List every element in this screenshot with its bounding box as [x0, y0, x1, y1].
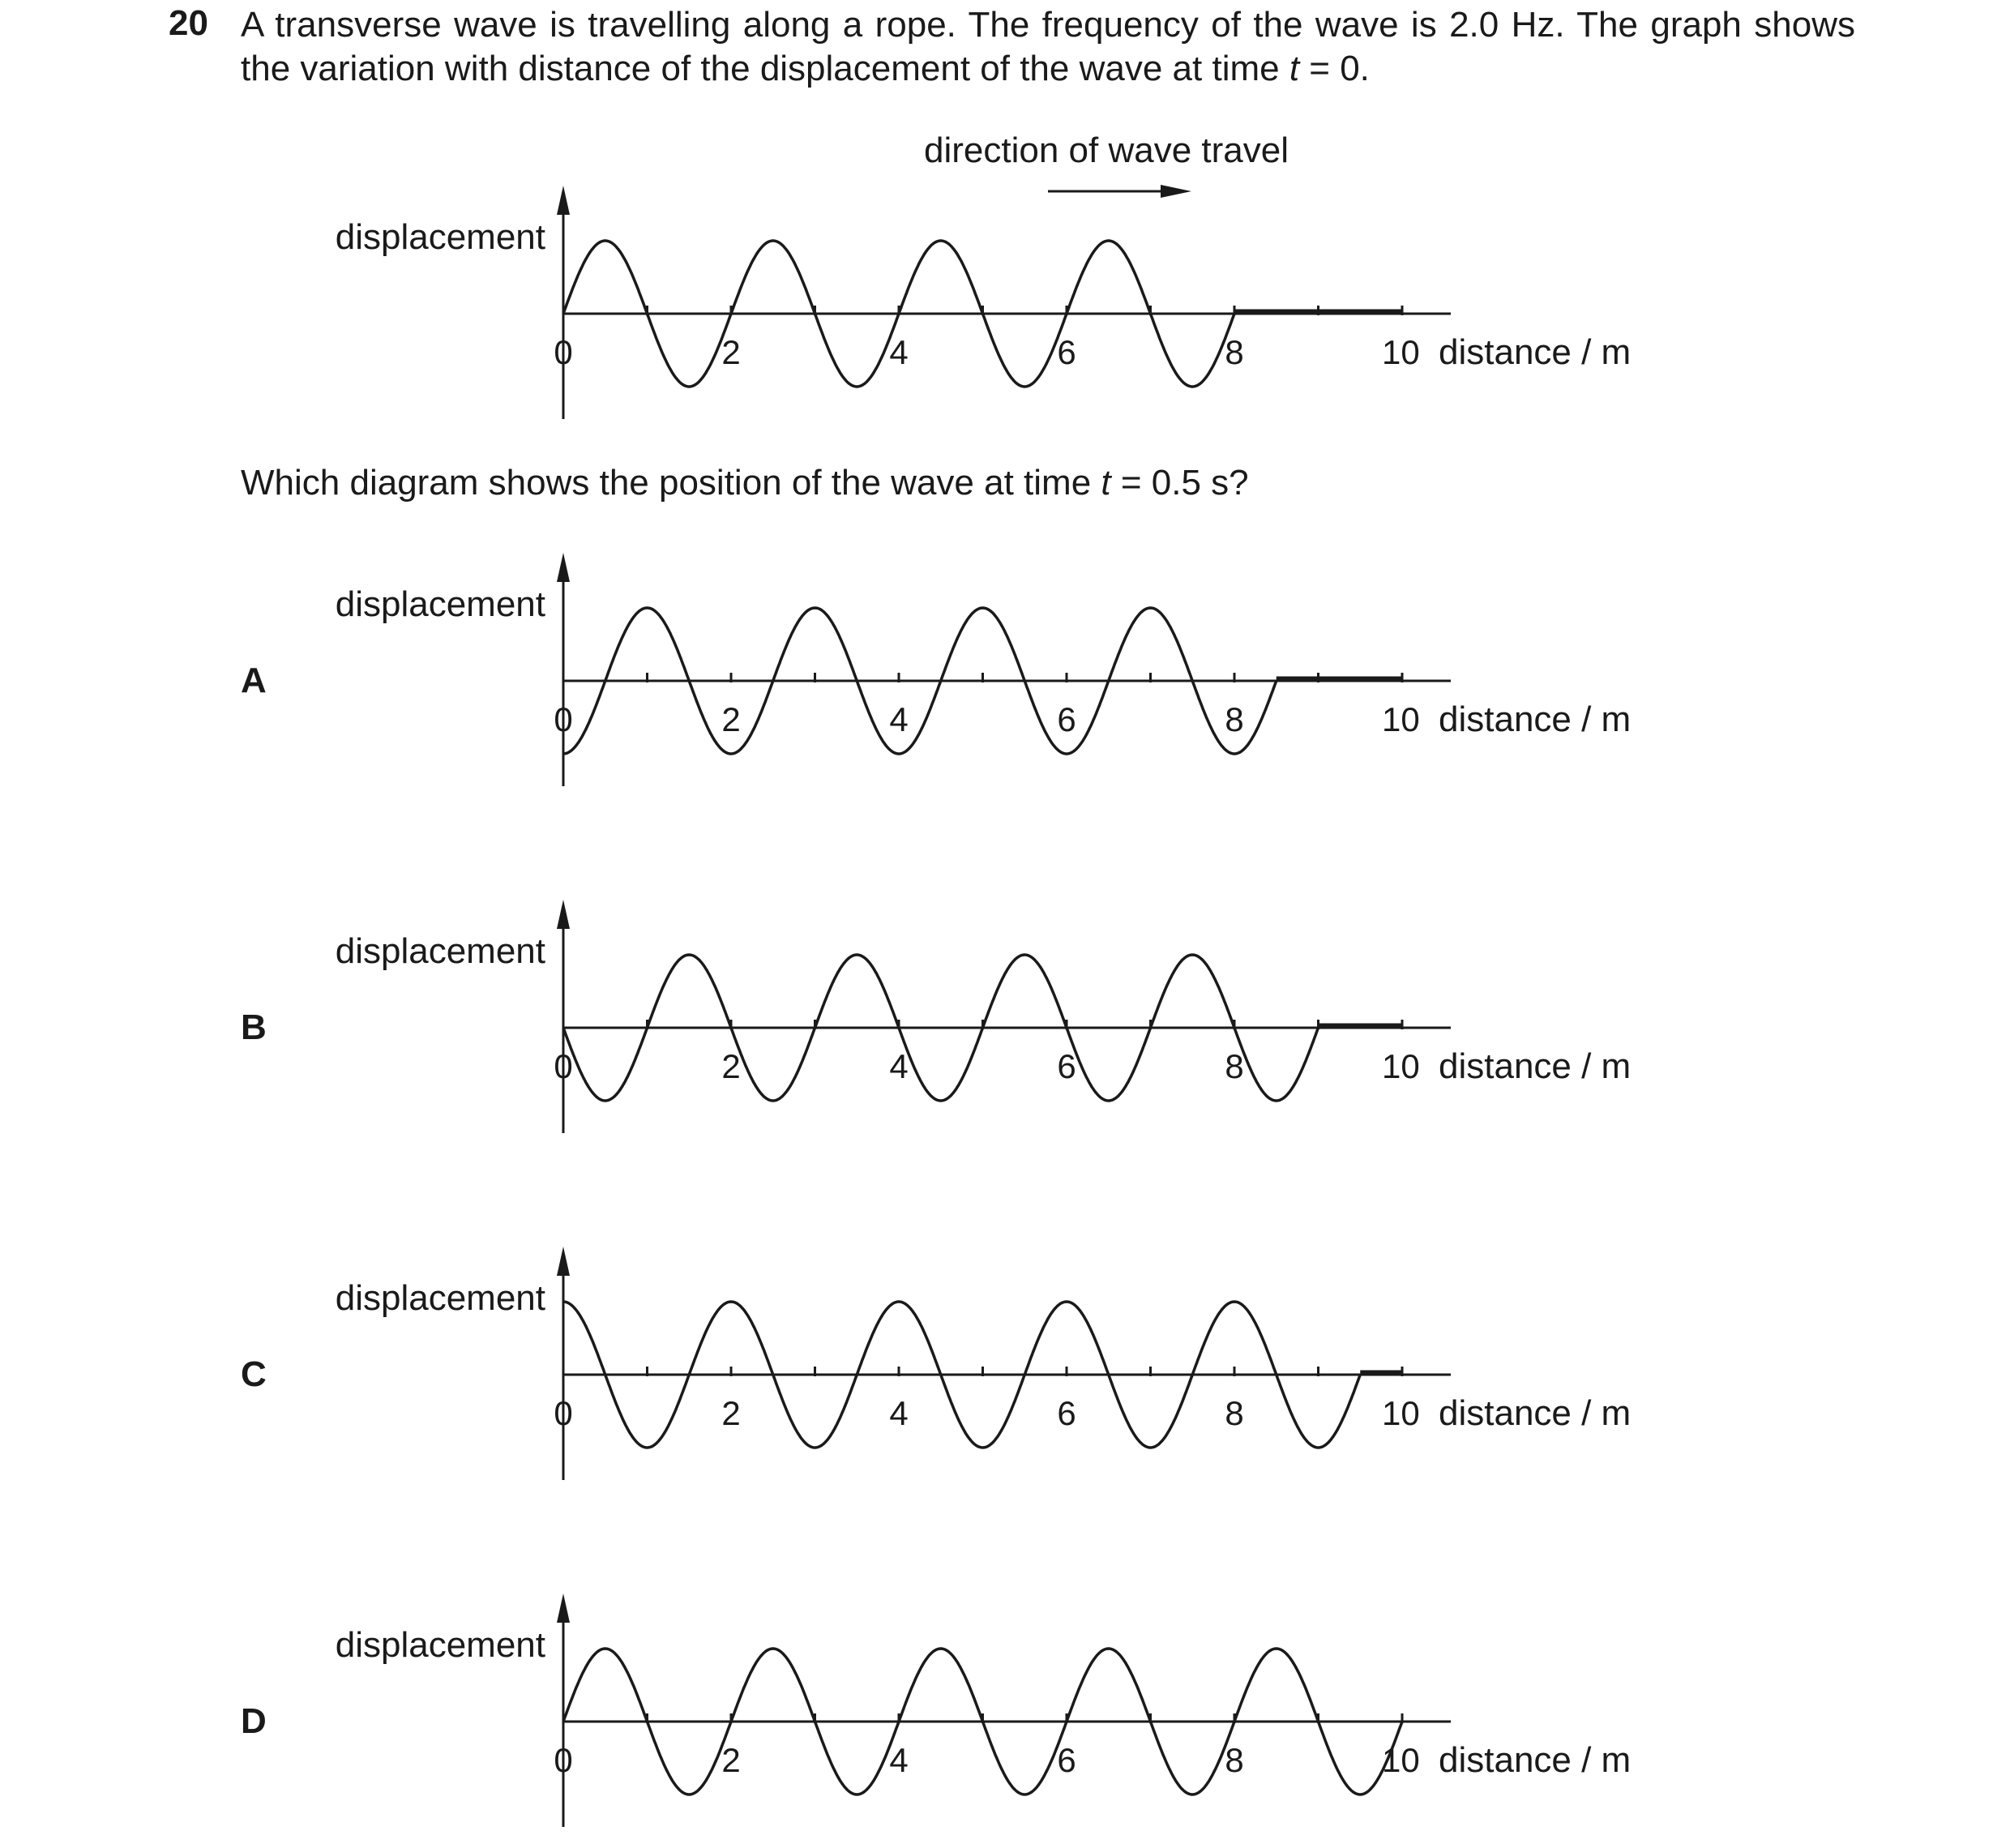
x-tick-label: 10: [1382, 1394, 1420, 1432]
x-tick-label: 8: [1225, 1394, 1244, 1432]
x-tick-label: 6: [1057, 333, 1076, 371]
x-tick-label: 2: [721, 700, 741, 738]
x-axis-label: distance / m: [1439, 1740, 1632, 1780]
x-tick-label: 4: [889, 333, 909, 371]
x-tick-label: 4: [889, 700, 909, 738]
y-axis-label: displacement: [335, 584, 545, 624]
y-axis-arrowhead: [557, 186, 570, 215]
prompt-start: Which diagram shows the position of the wave at time: [241, 463, 1101, 503]
option-letter-c: C: [241, 1354, 267, 1394]
x-axis-label: distance / m: [1439, 699, 1632, 739]
question-text-line-2-end: = 0.: [1299, 49, 1370, 88]
option-letter-d: D: [241, 1701, 267, 1741]
x-tick-label: 10: [1382, 700, 1420, 738]
x-tick-label: 0: [554, 1047, 573, 1085]
wave-graph-D: [336, 1593, 1631, 1827]
wave-graph-C: [336, 1247, 1631, 1480]
y-axis-arrowhead: [557, 1247, 570, 1276]
x-tick-label: 0: [554, 1394, 573, 1432]
x-tick-label: 8: [1225, 700, 1244, 738]
x-axis-label: distance / m: [1439, 332, 1632, 372]
y-axis-arrowhead: [557, 553, 570, 582]
y-axis-label: displacement: [335, 1278, 545, 1318]
x-tick-label: 6: [1057, 700, 1076, 738]
x-tick-label: 10: [1382, 1741, 1420, 1779]
option-letter-b: B: [241, 1007, 267, 1047]
x-tick-label: 6: [1057, 1741, 1076, 1779]
x-tick-label: 2: [721, 1741, 741, 1779]
question-number: 20: [169, 3, 208, 43]
x-axis-label: distance / m: [1439, 1393, 1632, 1433]
x-tick-label: 8: [1225, 333, 1244, 371]
y-axis-arrowhead: [557, 1593, 570, 1623]
x-tick-label: 2: [721, 1047, 741, 1085]
wave-graph-given: [336, 130, 1631, 419]
question-text-line-1: A transverse wave is travelling along a rope. The frequency of the wave is 2.0 Hz. The graph: [241, 5, 1742, 45]
x-tick-label: 2: [721, 1394, 741, 1432]
x-tick-label: 0: [554, 1741, 573, 1779]
direction-arrowhead: [1161, 185, 1191, 198]
x-tick-label: 0: [554, 700, 573, 738]
x-tick-label: 0: [554, 333, 573, 371]
x-tick-label: 6: [1057, 1047, 1076, 1085]
direction-label: direction of wave travel: [924, 130, 1289, 170]
x-tick-label: 8: [1225, 1741, 1244, 1779]
x-tick-label: 4: [889, 1394, 909, 1432]
y-axis-label: displacement: [335, 217, 545, 257]
x-tick-label: 2: [721, 333, 741, 371]
question-text-line-2: shows the variation with distance of the displacement of the wave at time: [241, 5, 1855, 88]
option-letter-a: A: [241, 661, 267, 700]
x-axis-label: distance / m: [1439, 1046, 1632, 1086]
x-tick-label: 8: [1225, 1047, 1244, 1085]
prompt-end: = 0.5 s?: [1110, 463, 1249, 503]
x-tick-label: 4: [889, 1741, 909, 1779]
wave-graph-A: [336, 553, 1631, 786]
x-tick-label: 10: [1382, 1047, 1420, 1085]
y-axis-arrowhead: [557, 900, 570, 929]
x-tick-label: 10: [1382, 333, 1420, 371]
x-tick-label: 4: [889, 1047, 909, 1085]
wave-graph-B: [336, 900, 1631, 1133]
y-axis-label: displacement: [335, 931, 545, 971]
time-symbol: t: [1289, 49, 1300, 88]
x-tick-label: 6: [1057, 1394, 1076, 1432]
prompt-time-symbol: t: [1101, 463, 1111, 503]
y-axis-label: displacement: [335, 1625, 545, 1665]
